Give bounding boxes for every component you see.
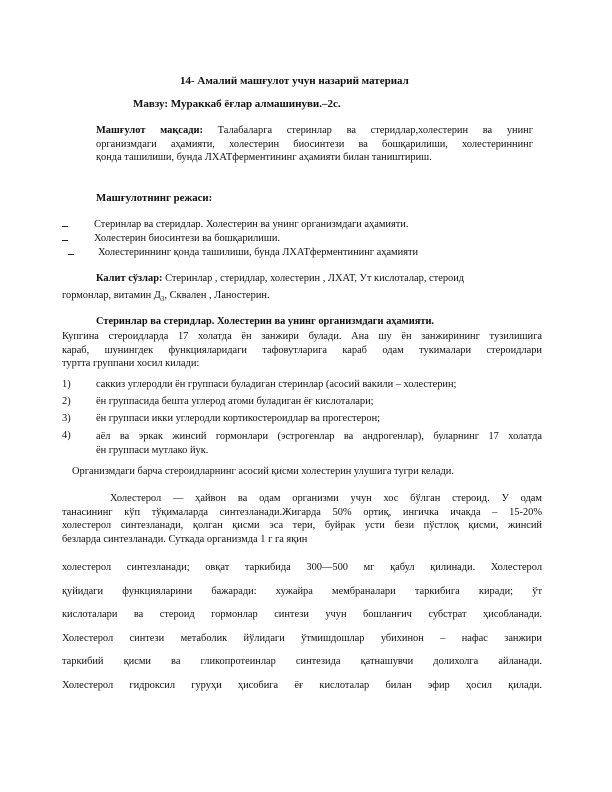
paragraph-line: Холестерол синтези метаболик йўлидаги ўтмишдошлар убихинон – нафас занжири [62, 632, 542, 644]
paragraph-line: Холестерол — ҳайвон ва одам организми учун хос бўлган стероид. У одам [110, 493, 542, 504]
paragraph-line: кислоталари ва стероид гормонлар синтези учун бошланғич субстрат ҳисобланади. [62, 609, 542, 621]
keywords-line [96, 273, 464, 284]
list-item-line: аёл ва эркак жинсий гормонлари (эстрогенлар ва андрогенлар), буларнинг 17 холатда [96, 431, 542, 442]
paragraph-functions [62, 556, 542, 698]
goal-line: қонда ташилиши, бунда ЛХАТферментининг аҳамияти билан таништириш. [96, 152, 432, 164]
goal-block [96, 124, 533, 165]
keywords-text: Стеринлар , стеридлар, холестерин , ЛХАТ, Ут кислоталар, стероид [165, 273, 465, 284]
list-item [96, 430, 542, 457]
keywords-label: Калит сўзлар: [96, 273, 163, 284]
list-number: 1) [62, 379, 71, 390]
bullet-dash [62, 240, 68, 241]
paragraph-line: қуйидаги функцияларини бажаради: хужайра мембраналари таркибига киради; ўт [62, 585, 542, 597]
section-heading: Стеринлар ва стеридлар. Холестерин ва унинг организмдаги аҳамияти. [96, 316, 435, 327]
bullet-dash [68, 254, 74, 255]
list-number: 2) [62, 396, 71, 407]
paragraph-line: безларда синтезланади. Суткада организмда 1 г га яқин [62, 533, 308, 545]
keywords-text: гормонлар, витамин Д [62, 290, 161, 301]
paragraph-cholesterol [62, 492, 542, 546]
plan-heading: Машғулотнинг режаси: [96, 192, 213, 204]
goal-line: организмдаги аҳамияти, холестерин биосинтези ва бошқарилиши, холестериннинг [96, 138, 533, 150]
subscript: 3 [160, 295, 165, 304]
list-item: ён группасида бешта углерод атоми буладиган ёғ кислоталари; [96, 396, 374, 407]
page-subject: Мавзу: Мураккаб ёғлар алмашинуви.–2с. [133, 98, 341, 110]
paragraph-line: таркибий қисми ва гликопротеинлар синтезида қатнашувчи долихолга айланади. [62, 656, 542, 668]
after-list-text: Организмдаги барча стероидларнинг асосий қисми холестерин улушига тугри келади. [72, 466, 454, 477]
plan-item: Холестерин биосинтези ва бошқарилиши. [94, 233, 281, 244]
paragraph-line: Холестерол гидроксил гуруҳи ҳисобига ёғ кислоталар билан эфир ҳосил қилади. [62, 679, 542, 691]
intro-line: Купгина стероидларда 17 холатда ён занжири булади. Ана шу ён занжирининг тузилишига [62, 331, 542, 342]
intro-line: караб, шунингдек функцияларидаги тафовутларига караб одам тукималари стероидлари [62, 344, 542, 356]
plan-item: Холестериннинг қонда ташилиши, бунда ЛХАТферментининг аҳамияти [98, 247, 419, 258]
bullet-dash [62, 226, 68, 227]
paragraph-line: танасининг кўп тўқималарда синтезланади.Жигарда 50% ортиқ, ингичка ичакда – 15-20% [62, 506, 542, 518]
paragraph-line: холестерол синтезланади; овқат таркибида 300—500 мг қабул қилинади. Холестерол [62, 562, 542, 573]
list-item-line: ён группаси мутлако йук. [96, 444, 209, 456]
keywords-line [62, 290, 270, 303]
keywords-text: , Сквален , Ланостерин. [164, 290, 270, 301]
intro-line: турттa группани хосил килади: [62, 358, 200, 370]
list-item: саккиз углеродли ён группаси буладиган стеринлар (асосий вакили – холестерин; [96, 379, 457, 390]
goal-text: Талабаларга стеринлар ва стеридлар,холестерин ва унинг [217, 125, 533, 136]
list-number: 3) [62, 413, 71, 424]
goal-line [96, 124, 533, 138]
list-item: ён группаси икки углеродли кортикостероидлар ва прогестерон; [96, 413, 381, 424]
page-title: 14- Амалий машғулот учун назарий материал [180, 75, 409, 87]
list-number: 4) [62, 430, 71, 441]
paragraph-line: холестерол синтезланади, қолган қисми эса тери, буйрак усти бези пўстлоқ қисми, жинсий [62, 520, 542, 532]
intro-block [62, 330, 542, 371]
plan-item: Стеринлар ва стеридлар. Холестерин ва унинг организмдаги аҳамияти. [94, 219, 409, 230]
goal-label: Машғулот мақсади: [96, 125, 203, 136]
